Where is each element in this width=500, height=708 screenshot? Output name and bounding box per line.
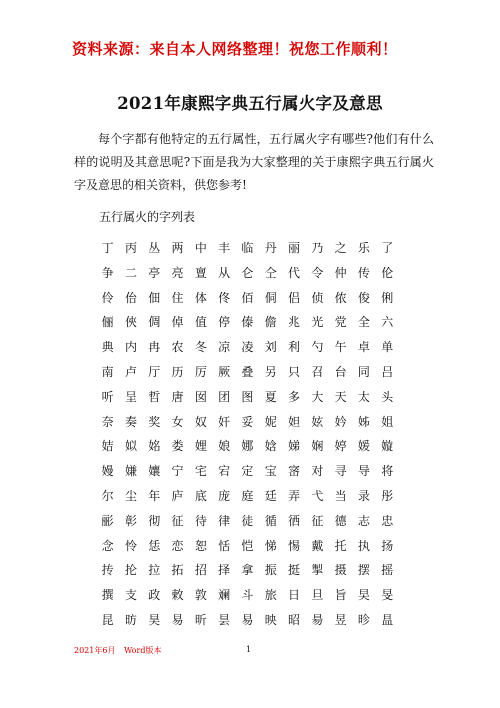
character-cell: 俪 bbox=[101, 315, 114, 330]
character-cell: 宅 bbox=[194, 464, 207, 479]
character-cell: 俐 bbox=[381, 290, 394, 305]
character-cell: 丽 bbox=[288, 241, 301, 255]
character-cell: 妮 bbox=[264, 414, 277, 429]
character-cell: 妗 bbox=[334, 414, 347, 429]
character-cell: 惕 bbox=[288, 538, 301, 553]
character-cell: 摇 bbox=[381, 563, 394, 578]
character-cell: 代 bbox=[288, 265, 301, 280]
character-cell: 凉 bbox=[218, 340, 231, 355]
character-cell: 恁 bbox=[148, 538, 161, 553]
character-cell: 值 bbox=[194, 315, 207, 330]
character-cell: 临 bbox=[241, 241, 254, 255]
footer-date: 2021年6月 bbox=[74, 646, 116, 655]
character-cell: 倜 bbox=[148, 315, 161, 330]
character-cell: 宻 bbox=[288, 464, 301, 479]
character-cell: 农 bbox=[171, 340, 184, 355]
character-cell: 昊 bbox=[148, 612, 161, 627]
character-cell: 丙 bbox=[124, 241, 137, 255]
character-cell: 乃 bbox=[311, 241, 324, 255]
character-row bbox=[96, 335, 399, 360]
character-cell: 昆 bbox=[101, 612, 114, 627]
character-cell: 敕 bbox=[171, 588, 184, 603]
character-cell: 娘 bbox=[218, 439, 231, 454]
character-cell: 历 bbox=[171, 364, 184, 379]
character-cell: 头 bbox=[381, 389, 394, 404]
character-cell: 卓 bbox=[357, 340, 370, 355]
character-row bbox=[96, 558, 399, 583]
character-cell: 内 bbox=[124, 340, 137, 355]
character-cell: 姊 bbox=[357, 414, 370, 429]
character-row bbox=[96, 509, 399, 534]
character-cell: 对 bbox=[311, 464, 324, 479]
character-cell: 住 bbox=[171, 290, 184, 305]
character-cell: 午 bbox=[334, 340, 347, 355]
character-cell: 女 bbox=[171, 414, 184, 429]
character-cell: 彨 bbox=[101, 513, 114, 528]
character-cell: 政 bbox=[148, 588, 161, 603]
character-cell: 忠 bbox=[381, 513, 394, 528]
character-cell: 勺 bbox=[311, 340, 324, 355]
character-cell: 中 bbox=[194, 241, 207, 255]
character-cell: 廷 bbox=[264, 488, 277, 503]
character-cell: 昕 bbox=[194, 612, 207, 627]
character-cell: 只 bbox=[288, 364, 301, 379]
character-cell: 振 bbox=[264, 563, 277, 578]
character-cell: 妥 bbox=[241, 414, 254, 429]
character-cell: 招 bbox=[194, 563, 207, 578]
character-cell: 征 bbox=[311, 513, 324, 528]
character-cell: 傣 bbox=[241, 315, 254, 330]
character-cell: 吕 bbox=[381, 364, 394, 379]
character-cell: 志 bbox=[357, 513, 370, 528]
character-cell: 昉 bbox=[124, 612, 137, 627]
character-cell: 唐 bbox=[171, 389, 184, 404]
character-cell: 乐 bbox=[357, 241, 370, 255]
character-cell: 奸 bbox=[218, 414, 231, 429]
character-cell: 亭 bbox=[148, 265, 161, 280]
character-cell: 侬 bbox=[334, 290, 347, 305]
character-cell: 循 bbox=[264, 513, 277, 528]
character-cell: 丁 bbox=[101, 241, 114, 255]
character-cell: 哲 bbox=[148, 389, 161, 404]
character-cell: 念 bbox=[101, 538, 114, 553]
character-cell: 台 bbox=[334, 364, 347, 379]
character-cell: 伶 bbox=[101, 290, 114, 305]
source-banner: 资料来源：来自本人网络整理！祝您工作顺利！ bbox=[72, 40, 398, 58]
character-cell: 斓 bbox=[218, 588, 231, 603]
character-cell: 旦 bbox=[311, 588, 324, 603]
character-cell: 徒 bbox=[241, 513, 254, 528]
character-cell: 厉 bbox=[194, 364, 207, 379]
character-cell: 年 bbox=[148, 488, 161, 503]
character-cell: 宕 bbox=[218, 464, 231, 479]
character-cell: 娄 bbox=[171, 439, 184, 454]
character-cell: 支 bbox=[124, 588, 137, 603]
character-row bbox=[96, 459, 399, 484]
character-cell: 孃 bbox=[148, 464, 161, 479]
character-cell: 冬 bbox=[194, 340, 207, 355]
character-cell: 尔 bbox=[101, 488, 114, 503]
character-cell: 冉 bbox=[148, 340, 161, 355]
character-cell: 戴 bbox=[311, 538, 324, 553]
character-cell: 娜 bbox=[241, 439, 254, 454]
character-row bbox=[96, 434, 399, 459]
character-cell: 彤 bbox=[381, 488, 394, 503]
character-cell: 姐 bbox=[381, 414, 394, 429]
character-cell: 党 bbox=[334, 315, 347, 330]
character-cell: 庭 bbox=[241, 488, 254, 503]
character-cell: 弄 bbox=[288, 488, 301, 503]
section-subheading: 五行属火的字列表 bbox=[99, 210, 196, 224]
character-cell: 宁 bbox=[171, 464, 184, 479]
character-cell: 争 bbox=[101, 265, 114, 280]
character-cell: 敦 bbox=[194, 588, 207, 603]
character-cell: 丰 bbox=[218, 241, 231, 255]
character-cell: 导 bbox=[357, 464, 370, 479]
character-cell: 娌 bbox=[194, 439, 207, 454]
character-cell: 庐 bbox=[171, 488, 184, 503]
character-cell: 昷 bbox=[381, 612, 394, 627]
character-cell: 抡 bbox=[124, 563, 137, 578]
character-cell: 侦 bbox=[311, 290, 324, 305]
character-cell: 拿 bbox=[241, 563, 254, 578]
character-cell: 昱 bbox=[334, 612, 347, 627]
character-cell: 卢 bbox=[124, 364, 137, 379]
character-cell: 托 bbox=[334, 538, 347, 553]
character-cell: 囡 bbox=[194, 389, 207, 404]
character-cell: 仲 bbox=[334, 265, 347, 280]
character-cell: 德 bbox=[334, 513, 347, 528]
character-cell: 抟 bbox=[101, 563, 114, 578]
character-cell: 媛 bbox=[357, 439, 370, 454]
character-cell: 传 bbox=[357, 265, 370, 280]
character-cell: 嫚 bbox=[101, 464, 114, 479]
character-cell: 执 bbox=[357, 538, 370, 553]
character-cell: 倬 bbox=[171, 315, 184, 330]
character-row bbox=[96, 484, 399, 509]
character-cell: 亮 bbox=[171, 265, 184, 280]
character-cell: 撰 bbox=[101, 588, 114, 603]
character-cell: 天 bbox=[334, 389, 347, 404]
character-cell: 兆 bbox=[288, 315, 301, 330]
character-cell: 婷 bbox=[334, 439, 347, 454]
character-cell: 嫙 bbox=[381, 439, 394, 454]
character-cell: 摄 bbox=[334, 563, 347, 578]
character-cell: 仝 bbox=[264, 265, 277, 280]
character-cell: 奴 bbox=[194, 414, 207, 429]
character-cell: 旨 bbox=[334, 588, 347, 603]
character-cell: 昣 bbox=[357, 612, 370, 627]
character-cell: 昜 bbox=[311, 612, 324, 627]
character-cell: 挺 bbox=[288, 563, 301, 578]
character-cell: 易 bbox=[171, 612, 184, 627]
character-cell: 掣 bbox=[311, 563, 324, 578]
character-cell: 儋 bbox=[264, 315, 277, 330]
character-cell: 之 bbox=[334, 241, 347, 255]
character-cell: 娢 bbox=[264, 439, 277, 454]
character-cell: 厥 bbox=[218, 364, 231, 379]
character-cell: 俠 bbox=[124, 315, 137, 330]
character-cell: 侗 bbox=[264, 290, 277, 305]
character-cell: 刘 bbox=[264, 340, 277, 355]
character-row bbox=[96, 286, 399, 311]
character-cell: 拉 bbox=[148, 563, 161, 578]
character-cell: 恕 bbox=[194, 538, 207, 553]
character-cell: 召 bbox=[311, 364, 324, 379]
character-cell: 录 bbox=[357, 488, 370, 503]
character-cell: 二 bbox=[124, 265, 137, 280]
character-cell: 宝 bbox=[264, 464, 277, 479]
character-cell: 寻 bbox=[334, 464, 347, 479]
character-cell: 太 bbox=[357, 389, 370, 404]
character-cell: 仑 bbox=[241, 265, 254, 280]
character-cell: 光 bbox=[311, 315, 324, 330]
character-cell: 了 bbox=[381, 241, 394, 255]
character-row bbox=[96, 410, 399, 435]
character-cell: 呈 bbox=[124, 389, 137, 404]
character-cell: 多 bbox=[288, 389, 301, 404]
character-cell: 旻 bbox=[381, 588, 394, 603]
character-cell: 奏 bbox=[124, 414, 137, 429]
character-row bbox=[96, 236, 399, 261]
character-cell: 另 bbox=[264, 364, 277, 379]
character-row bbox=[96, 534, 399, 559]
character-cell: 恋 bbox=[171, 538, 184, 553]
character-cell: 易 bbox=[241, 612, 254, 627]
character-cell: 旲 bbox=[357, 588, 370, 603]
character-cell: 全 bbox=[357, 315, 370, 330]
character-cell: 映 bbox=[264, 612, 277, 627]
character-cell: 律 bbox=[218, 513, 231, 528]
character-cell: 侣 bbox=[288, 290, 301, 305]
character-cell: 将 bbox=[381, 464, 394, 479]
character-cell: 厅 bbox=[148, 364, 161, 379]
character-cell: 拓 bbox=[171, 563, 184, 578]
character-cell: 怜 bbox=[124, 538, 137, 553]
character-row bbox=[96, 310, 399, 335]
character-cell: 摆 bbox=[357, 563, 370, 578]
character-cell: 佰 bbox=[241, 290, 254, 305]
character-cell: 嫌 bbox=[124, 464, 137, 479]
character-cell: 停 bbox=[218, 315, 231, 330]
character-cell: 彰 bbox=[124, 513, 137, 528]
character-row bbox=[96, 360, 399, 385]
character-cell: 姞 bbox=[101, 439, 114, 454]
character-cell: 同 bbox=[357, 364, 370, 379]
character-cell: 叠 bbox=[241, 364, 254, 379]
character-row bbox=[96, 261, 399, 286]
character-cell: 择 bbox=[218, 563, 231, 578]
character-cell: 妶 bbox=[311, 414, 324, 429]
character-cell: 伦 bbox=[381, 265, 394, 280]
intro-paragraph: 每个字都有他特定的五行属性，五行属火字有哪些?他们有什么样的说明及其意思呢?下面是我为大家整理的关于康熙字典五行属火字及意思的相关资料，供您参考! bbox=[74, 132, 434, 192]
character-row bbox=[96, 608, 399, 633]
character-cell: 佁 bbox=[124, 290, 137, 305]
character-cell: 昭 bbox=[288, 612, 301, 627]
character-cell: 娣 bbox=[288, 439, 301, 454]
character-cell: 南 bbox=[101, 364, 114, 379]
character-cell: 徆 bbox=[288, 513, 301, 528]
character-cell: 丛 bbox=[148, 241, 161, 255]
character-cell: 图 bbox=[241, 389, 254, 404]
character-cell: 典 bbox=[101, 340, 114, 355]
character-cell: 彻 bbox=[148, 513, 161, 528]
character-cell: 六 bbox=[381, 315, 394, 330]
character-table bbox=[96, 236, 399, 633]
character-cell: 丹 bbox=[264, 241, 277, 255]
page-title: 2021年康熙字典五行属火字及意思 bbox=[117, 94, 383, 113]
character-row bbox=[96, 583, 399, 608]
character-cell: 体 bbox=[194, 290, 207, 305]
character-cell: 恬 bbox=[218, 538, 231, 553]
character-cell: 妲 bbox=[288, 414, 301, 429]
character-cell: 日 bbox=[288, 588, 301, 603]
character-cell: 斗 bbox=[241, 588, 254, 603]
character-cell: 佟 bbox=[218, 290, 231, 305]
character-cell: 团 bbox=[218, 389, 231, 404]
character-cell: 当 bbox=[334, 488, 347, 503]
footer-version: Word版本 bbox=[124, 646, 162, 655]
character-cell: 娴 bbox=[311, 439, 324, 454]
character-cell: 利 bbox=[288, 340, 301, 355]
character-cell: 亶 bbox=[194, 265, 207, 280]
character-cell: 底 bbox=[194, 488, 207, 503]
character-cell: 夏 bbox=[264, 389, 277, 404]
character-cell: 旅 bbox=[264, 588, 277, 603]
page-number: 1 bbox=[246, 645, 252, 654]
character-cell: 佃 bbox=[148, 290, 161, 305]
character-cell: 单 bbox=[381, 340, 394, 355]
character-cell: 昙 bbox=[218, 612, 231, 627]
character-cell: 姒 bbox=[124, 439, 137, 454]
character-cell: 两 bbox=[171, 241, 184, 255]
character-cell: 姳 bbox=[148, 439, 161, 454]
character-cell: 大 bbox=[311, 389, 324, 404]
character-cell: 尘 bbox=[124, 488, 137, 503]
character-cell: 庞 bbox=[218, 488, 231, 503]
character-cell: 听 bbox=[101, 389, 114, 404]
character-row bbox=[96, 385, 399, 410]
character-cell: 从 bbox=[218, 265, 231, 280]
character-cell: 定 bbox=[241, 464, 254, 479]
character-cell: 待 bbox=[194, 513, 207, 528]
character-cell: 俊 bbox=[357, 290, 370, 305]
character-cell: 扬 bbox=[381, 538, 394, 553]
character-cell: 弋 bbox=[311, 488, 324, 503]
character-cell: 令 bbox=[311, 265, 324, 280]
character-cell: 奈 bbox=[101, 414, 114, 429]
character-cell: 奖 bbox=[148, 414, 161, 429]
character-cell: 恺 bbox=[241, 538, 254, 553]
character-cell: 征 bbox=[171, 513, 184, 528]
character-cell: 凌 bbox=[241, 340, 254, 355]
character-cell: 悌 bbox=[264, 538, 277, 553]
